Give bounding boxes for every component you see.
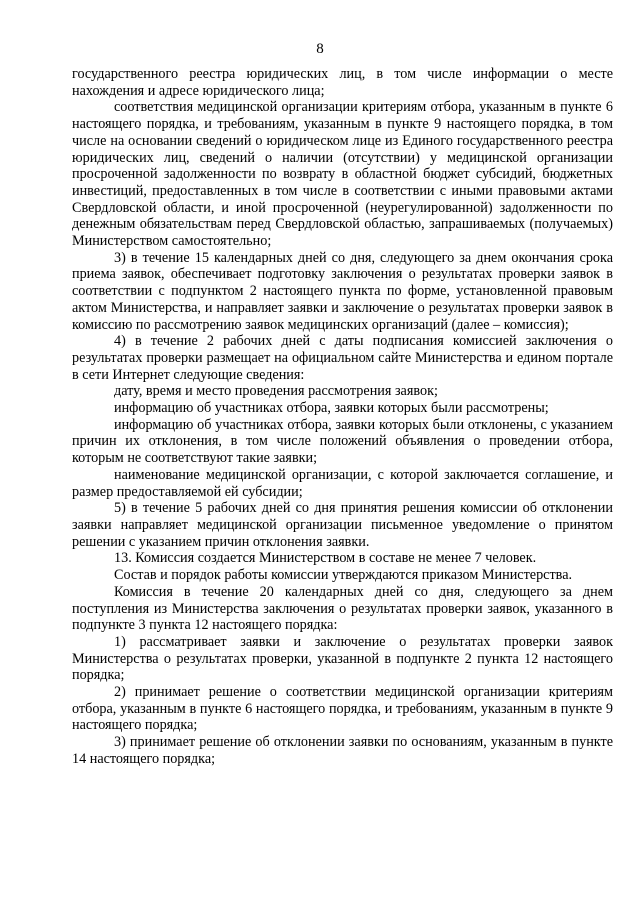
paragraph: 13. Комиссия создается Министерством в составе не менее 7 человек. <box>114 550 537 567</box>
paragraph: 3) в течение 15 календарных дней со дня, следующего за днем окончания срока приема заявок, обеспечивает подготовку заключения о результатах проверки заявок в соответствии с подпунктом 2 настоящего пункта по форме, установленной правовым актом Министерства, и направляет заявки и заключение о результатах проверки заявок в комиссию по рассмотрению заявок медицинских организаций (далее – комиссия); <box>72 249 613 333</box>
paragraph: 5) в течение 5 рабочих дней со дня принятия решения комиссии об отклонении заявки направляет медицинской организации письменное уведомление о принятом решении с указанием причин отклонения заявки. <box>72 500 613 550</box>
paragraph: государственного реестра юридических лиц, в том числе информации о месте нахождения и адресе юридического лица; <box>72 66 613 99</box>
paragraph: Состав и порядок работы комиссии утверждаются приказом Министерства. <box>114 567 573 584</box>
paragraph: 1) рассматривает заявки и заключение о результатах проверки заявок Министерства о результатах проверки, указанной в подпункте 2 пункта 12 настоящего порядка; <box>72 633 613 684</box>
document-body <box>72 66 613 768</box>
paragraph: соответствия медицинской организации критериям отбора, указанным в пункте 6 настоящего порядка, и требованиям, указанным в пункте 9 настоящего порядка, в том числе на основании сведений о юридическом лице из Единого государственного реестра юридических лиц, сведений о наличии (отсутствии) у медицинской организации просроченной задолженности по возврату в областной бюджет субсидий, бюджетных инвестиций, предоставленных в том числе в соответствии с иными правовыми актами Свердловской области, и иной просроченной (неурегулированной) задолженности по денежным обязательствам перед Свердловской областью, запрашиваемых (получаемых) Министерством самостоятельно; <box>72 99 613 250</box>
paragraph: Комиссия в течение 20 календарных дней со дня, следующего за днем поступления из Министерства заключения о результатах проверки заявок, указанного в подпункте 3 пункта 12 настоящего порядка: <box>72 583 613 634</box>
paragraph: информацию об участниках отбора, заявки которых были рассмотрены; <box>114 400 549 417</box>
paragraph: 4) в течение 2 рабочих дней с даты подписания комиссией заключения о результатах проверки размещает на официальном сайте Министерства и едином портале в сети Интернет следующие сведения: <box>72 333 613 383</box>
paragraph: 2) принимает решение о соответствии медицинской организации критериям отбора, указанным в пункте 6 настоящего порядка, и требованиям, указанным в пункте 9 настоящего порядка; <box>72 684 613 734</box>
paragraph: 3) принимает решение об отклонении заявки по основаниям, указанным в пункте 14 настоящего порядка; <box>72 734 613 767</box>
paragraph: информацию об участниках отбора, заявки которых были отклонены, с указанием причин их отклонения, в том числе положений объявления о проведении отбора, которым не соответствуют такие заявки; <box>72 416 613 467</box>
paragraph: дату, время и место проведения рассмотрения заявок; <box>114 383 438 400</box>
paragraph: наименование медицинской организации, с которой заключается соглашение, и размер предоставляемой ей субсидии; <box>72 466 613 500</box>
page-number: 8 <box>316 41 324 57</box>
